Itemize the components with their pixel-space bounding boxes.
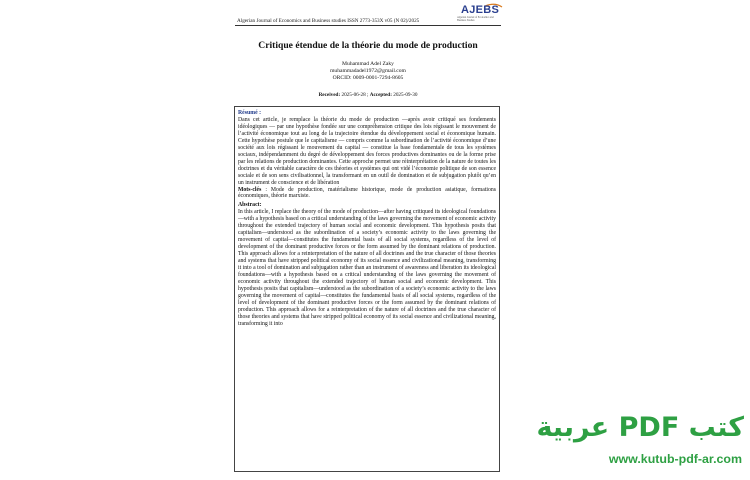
abstract-title: Abstract:	[238, 202, 262, 209]
dates-separator: ;	[366, 92, 370, 98]
watermark-arabic-text: كتب PDF عربية	[536, 412, 744, 443]
keywords-label: Mots-clés	[238, 186, 262, 193]
journal-header-line: Algerian Journal of Economics and Business studies ISSN 2773-353X v05 (N 02)/2025	[237, 18, 420, 24]
author-block	[235, 61, 501, 82]
logo-text: AJEBS	[461, 4, 500, 16]
article-dates	[235, 92, 501, 98]
author-email[interactable]: muhammadadel1972@gmail.com	[330, 68, 406, 74]
watermark-url[interactable]: www.kutub-pdf-ar.com	[608, 452, 742, 466]
keywords-text: : Mode de production, matérialisme historique, mode de production asiatique, formations économiques, théorie marxiste.	[238, 186, 497, 200]
author-name: Muhammad Adel Zaky	[342, 61, 394, 67]
received-label: Received:	[318, 92, 341, 98]
received-date: 2025-06-28	[341, 92, 366, 98]
logo-subtitle: Algerian Journal of Economics and Business Studies	[457, 16, 494, 22]
header-rule	[235, 25, 501, 26]
author-orcid: ORCID: 0009-0001-7294-8605	[332, 75, 404, 81]
resume-title: Résumé :	[238, 110, 262, 116]
resume-keywords	[238, 187, 496, 201]
resume-text: Dans cet article, je remplace la théorie du mode de production —après avoir critiqué ses fondements idéologiques — par une hypothèse fondée sur une compréhension critique des lois régissant le mouvement de l’activité économique tout au long de la trajectoire étendue du développement social et économique humain. Cette hypothèse postule que le capitalisme — compris comme la subordination de l’activité économique d’une société aux lois régissant le mouvement du capital — constitue la base fondamentale de tous les systèmes sociaux, indépendamment du degré de développement des forces productives dominantes ou de la forme prise par les relations de production dominantes. Cette approche permet une réinterprétation de la nature de toutes les doctrines et du véritable caractère de ces théories et systèmes qui ont vidé l’économie politique de son essence sociale et de son sens civilisationnel, la transformant en un outil de domination et de subjugation plutôt qu’en un instrument de conscience et de libération	[238, 117, 496, 186]
accepted-label: Accepted:	[369, 92, 392, 98]
article-title: Critique étendue de la théorie du mode de production	[258, 40, 478, 51]
abstract-box	[234, 106, 500, 472]
site-watermark	[536, 412, 744, 474]
abstract-text: In this article, I replace the theory of the mode of production—after having critiqued its ideological foundations—with a hypothesis based on a critical understanding of the laws governing the movement of economic activity throughout the extended trajectory of human social and economic development. This hypothesis posits that capitalism—understood as the subordination of a society’s economic activity to the laws governing the movement of capital—constitutes the fundamental basis of all social systems, regardless of the level of development of the dominant productive forces or the form assumed by the dominant relations of production. This approach allows for a reinterpretation of the nature of all doctrines and the true character of those theories and systems that have stripped political economy of its social essence and civilizational meaning, transforming it into a tool of domination and subjugation rather than an instrument of awareness and liberation its ideological foundations—with a hypothesis based on a critical understanding of the laws governing the movement of economic activity throughout the extended trajectory of human social and economic development. This hypothesis posits that capitalism—understood as the subordination of a society’s economic activity to the laws governing the movement of capital—constitutes the fundamental basis of all social systems, regardless of the level of development of the dominant productive forces or the form assumed by the dominant relations of production. This approach allows for a reinterpretation of the nature of all doctrines and the true character of those theories and systems that have stripped political economy of its social essence and civilizational meaning, transforming it into	[238, 209, 496, 327]
accepted-date: 2025-09-30	[393, 92, 418, 98]
journal-logo	[455, 3, 503, 25]
